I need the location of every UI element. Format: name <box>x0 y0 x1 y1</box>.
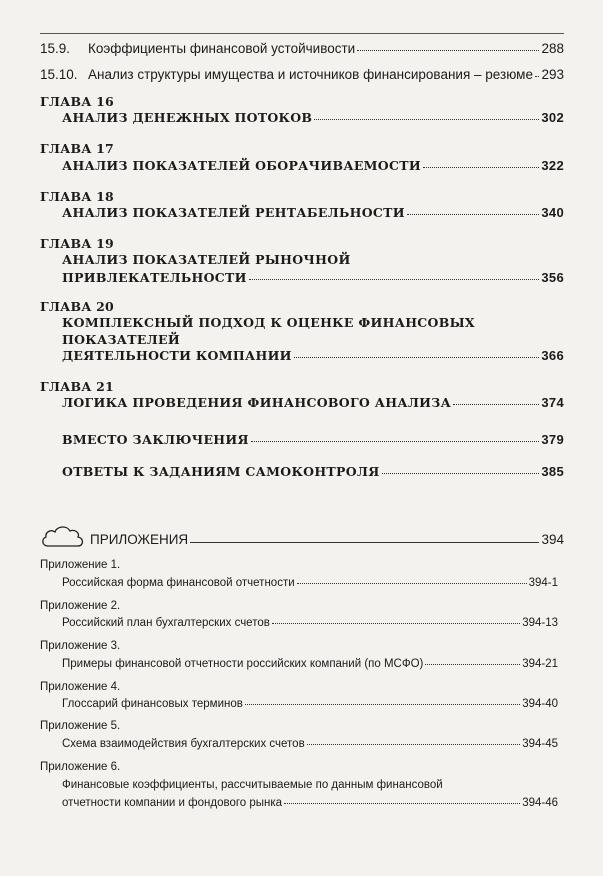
toc-appendix-row[interactable] <box>62 797 558 809</box>
toc-chapter-row[interactable] <box>62 110 564 125</box>
page-number: 293 <box>541 67 564 82</box>
appendix-label: Приложение 6. <box>40 761 121 773</box>
appendix-title: Финансовые коэффициенты, рассчитываемые по данным финансовой <box>62 779 443 791</box>
appendix-label: Приложение 4. <box>40 681 121 693</box>
toc-appendix-row[interactable] <box>62 738 558 750</box>
toc-section-row[interactable] <box>40 41 564 56</box>
appendix-label: Приложение 5. <box>40 720 121 732</box>
extra-title: ОТВЕТЫ К ЗАДАНИЯМ САМОКОНТРОЛЯ <box>62 464 380 479</box>
chapter-label: ГЛАВА 21 <box>40 379 114 394</box>
appendix-label: Приложение 1. <box>40 559 121 571</box>
toc-chapter-row[interactable] <box>62 270 564 285</box>
chapter-label: ГЛАВА 18 <box>40 189 114 204</box>
page-number: 394-46 <box>522 797 558 809</box>
page-number: 394-21 <box>522 658 558 670</box>
chapter-title: ПРИВЛЕКАТЕЛЬНОСТИ <box>62 270 247 285</box>
page-number: 356 <box>541 270 564 285</box>
dot-leader <box>251 441 540 442</box>
dot-leader <box>307 744 521 745</box>
rule-leader <box>190 542 539 543</box>
appendices-header-row[interactable] <box>40 532 564 547</box>
dot-leader <box>407 214 540 215</box>
page-number: 379 <box>541 432 564 447</box>
dot-leader <box>425 664 520 665</box>
dot-leader <box>297 583 527 584</box>
page-number: 385 <box>541 464 564 479</box>
page-number: 394-40 <box>522 698 558 710</box>
chapter-label: ГЛАВА 20 <box>40 299 114 314</box>
dot-leader <box>314 119 539 120</box>
dot-leader <box>423 167 539 168</box>
toc-chapter-row[interactable] <box>62 348 564 363</box>
page-number: 288 <box>541 41 564 56</box>
toc-extra-row[interactable] <box>62 464 564 479</box>
extra-title: ВМЕСТО ЗАКЛЮЧЕНИЯ <box>62 432 249 447</box>
top-rule <box>40 33 564 34</box>
dot-leader <box>284 803 520 804</box>
chapter-title: АНАЛИЗ ПОКАЗАТЕЛЕЙ РЫНОЧНОЙ <box>62 252 351 267</box>
toc-section-row[interactable] <box>40 67 564 82</box>
toc-appendix-row[interactable] <box>62 577 558 589</box>
toc-extra-row[interactable] <box>62 432 564 447</box>
appendix-title: Российская форма финансовой отчетности <box>62 577 295 589</box>
chapter-title: ЛОГИКА ПРОВЕДЕНИЯ ФИНАНСОВОГО АНАЛИЗА <box>62 395 452 410</box>
page-number: 394-45 <box>522 738 558 750</box>
dot-leader <box>453 404 539 405</box>
appendix-title: Примеры финансовой отчетности российских компаний (по МСФО) <box>62 658 424 670</box>
page-number: 394 <box>541 532 564 547</box>
section-title: Анализ структуры имущества и источников финансирования – резюме <box>88 67 533 82</box>
appendix-title: отчетности компании и фондового рынка <box>62 797 283 809</box>
appendix-label: Приложение 2. <box>40 600 121 612</box>
page-number: 394-1 <box>528 577 558 589</box>
toc-appendix-row[interactable] <box>62 658 558 670</box>
toc-appendix-row[interactable] <box>62 698 558 710</box>
chapter-title: АНАЛИЗ ПОКАЗАТЕЛЕЙ ОБОРАЧИВАЕМОСТИ <box>62 158 421 173</box>
dot-leader <box>249 279 540 280</box>
toc-chapter-row[interactable] <box>62 395 564 410</box>
dot-leader <box>294 357 540 358</box>
toc-appendix-row[interactable] <box>62 617 558 629</box>
chapter-title: КОМПЛЕКСНЫЙ ПОДХОД К ОЦЕНКЕ ФИНАНСОВЫХ <box>62 315 475 330</box>
page-number: 366 <box>541 348 564 363</box>
section-title: Коэффициенты финансовой устойчивости <box>88 41 356 56</box>
page-number: 394-13 <box>522 617 558 629</box>
chapter-title: АНАЛИЗ ПОКАЗАТЕЛЕЙ РЕНТАБЕЛЬНОСТИ <box>62 205 405 220</box>
section-number: 15.9. <box>40 41 71 56</box>
toc-chapter-row[interactable] <box>62 158 564 173</box>
chapter-label: ГЛАВА 17 <box>40 141 114 156</box>
dot-leader <box>535 76 540 77</box>
page-number: 322 <box>541 158 564 173</box>
chapter-title: АНАЛИЗ ДЕНЕЖНЫХ ПОТОКОВ <box>62 110 313 125</box>
dot-leader <box>245 704 520 705</box>
chapter-label: ГЛАВА 19 <box>40 236 114 251</box>
chapter-title: ПОКАЗАТЕЛЕЙ <box>62 332 180 347</box>
page-number: 374 <box>541 395 564 410</box>
appendix-title: Российский план бухгалтерских счетов <box>62 617 270 629</box>
appendix-label: Приложение 3. <box>40 640 121 652</box>
dot-leader <box>357 50 539 51</box>
chapter-title: ДЕЯТЕЛЬНОСТИ КОМПАНИИ <box>62 348 292 363</box>
appendix-title: Глоссарий финансовых терминов <box>62 698 243 710</box>
toc-chapter-row[interactable] <box>62 205 564 220</box>
dot-leader <box>272 623 520 624</box>
chapter-label: ГЛАВА 16 <box>40 94 114 109</box>
dot-leader <box>382 473 540 474</box>
appendix-title: Схема взаимодействия бухгалтерских счетов <box>62 738 305 750</box>
section-number: 15.10. <box>40 67 78 82</box>
page-number: 302 <box>541 110 564 125</box>
appendices-title: ПРИЛОЖЕНИЯ <box>90 532 189 547</box>
page-number: 340 <box>541 205 564 220</box>
